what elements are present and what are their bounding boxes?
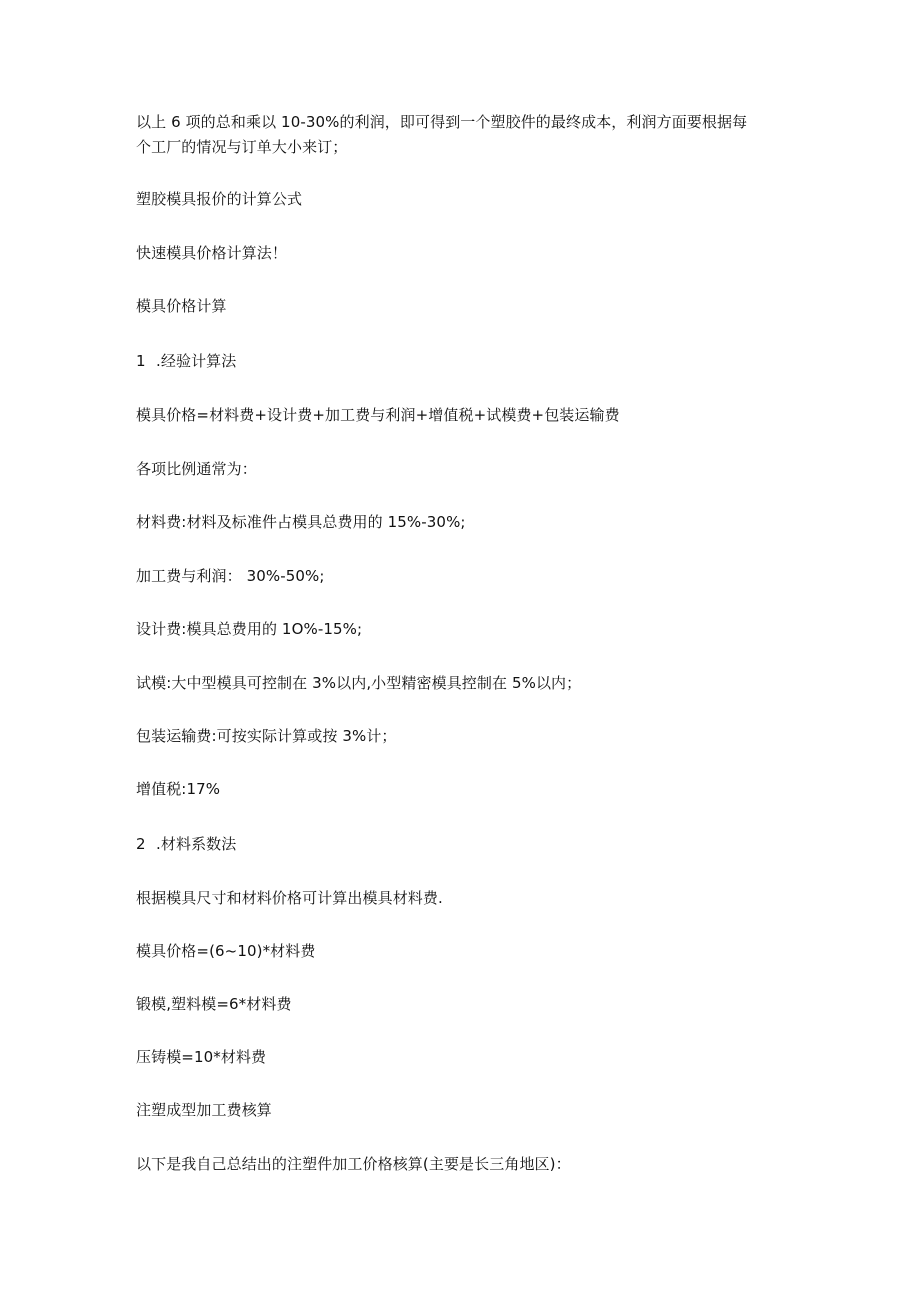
paragraph-die-casting: 压铸模=10*材料费 — [136, 1048, 267, 1066]
heading-mold-price-calc: 模具价格计算 — [136, 297, 227, 315]
paragraph-design-fee: 设计费:模具总费用的 1O%-15%; — [136, 620, 363, 638]
paragraph-packaging: 包装运输费:可按实际计算或按 3%计； — [136, 727, 397, 745]
heading-quick-calc: 快速模具价格计算法！ — [136, 244, 288, 262]
section-title: .材料系数法 — [156, 835, 237, 853]
section-title: .经验计算法 — [156, 352, 237, 370]
paragraph-material-fee: 材料费:材料及标准件占模具总费用的 15%-30%; — [136, 513, 466, 531]
paragraph-ratio-intro: 各项比例通常为： — [136, 460, 257, 478]
paragraph-profit-line2: 个工厂的情况与订单大小来订； — [136, 138, 348, 156]
section-2-heading — [136, 833, 776, 855]
paragraph-price-coefficient: 模具价格=(6~10)*材料费 — [136, 942, 316, 960]
paragraph-forging-plastic: 锻模,塑料模=6*材料费 — [136, 995, 292, 1013]
paragraph-processing-fee: 加工费与利润： 30%-50%; — [136, 567, 325, 585]
section-number: 1 — [136, 352, 146, 370]
paragraph-vat: 增值税:17% — [136, 780, 221, 798]
heading-mold-quote-formula: 塑胶模具报价的计算公式 — [136, 190, 303, 208]
paragraph-material-calc: 根据模具尺寸和材料价格可计算出模具材料费. — [136, 889, 443, 907]
paragraph-formula: 模具价格=材料费+设计费+加工费与利润+增值税+试模费+包装运输费 — [136, 406, 620, 424]
heading-injection-cost: 注塑成型加工费核算 — [136, 1101, 272, 1119]
section-number: 2 — [136, 835, 146, 853]
section-1-heading — [136, 350, 776, 372]
paragraph-trial-mold: 试模:大中型模具可控制在 3%以内,小型精密模具控制在 5%以内； — [136, 674, 582, 692]
paragraph-profit-line1: 以上 6 项的总和乘以 10-30%的利润，即可得到一个塑胶件的最终成本，利润方面要根据每 — [136, 113, 748, 131]
paragraph-injection-intro: 以下是我自己总结出的注塑件加工价格核算(主要是长三角地区)： — [136, 1155, 571, 1173]
